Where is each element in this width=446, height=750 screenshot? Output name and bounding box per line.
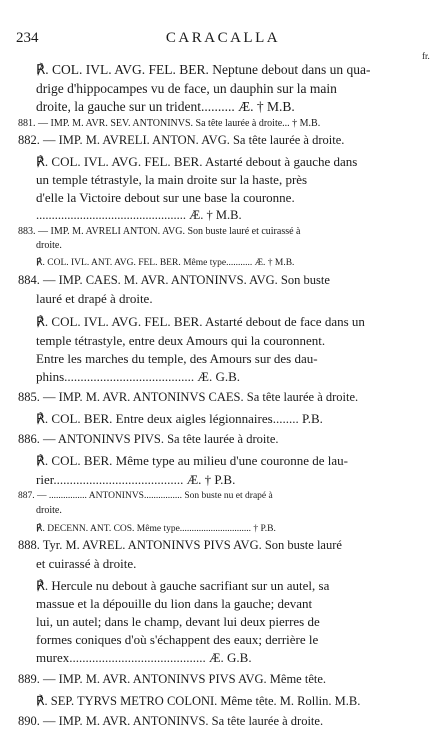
text-line: et cuirassé à droite. <box>36 556 137 571</box>
text-line: ℟. COL. BER. Même type au milieu d'une couronne de lau- <box>36 453 348 468</box>
text-line: d'elle la Victoire debout sur une base la couronne. <box>36 190 295 205</box>
margin-note: fr. <box>422 51 430 61</box>
text-line: Entre les marches du temple, des Amours sur des dau- <box>36 351 318 366</box>
text-line: 888. Tyr. M. AVREL. ANTONINVS PIVS AVG. Son buste lauré <box>18 538 342 552</box>
text-line: un temple tétrastyle, la main droite sur la haste, près <box>36 172 308 187</box>
text-line: 881. — IMP. M. AVR. SEV. ANTONINVS. Sa tête laurée à droite... † M.B. <box>18 118 321 129</box>
text-line: ℟. DECENN. ANT. COS. Même type.............................. † P.B. <box>36 524 276 534</box>
text-line: ℟. Hercule nu debout à gauche sacrifiant sur un autel, sa <box>36 578 330 593</box>
text-line: 887. — ................ ANTONINVS................ Son buste nu et drapé à <box>18 491 273 501</box>
text-line: ℟. COL. IVL. AVG. FEL. BER. Neptune debout dans un qua- <box>36 62 371 77</box>
text-line: droite. <box>36 240 62 251</box>
page-number: 234 <box>16 30 39 46</box>
text-line: ℟. SEP. TYRVS METRO COLONI. Même tête. M. Rollin. M.B. <box>36 694 361 708</box>
text-line: rier........................................ Æ. † P.B. <box>36 472 236 487</box>
running-title: CARACALLA <box>165 30 281 46</box>
text-line: 885. — IMP. M. AVR. ANTONINVS CAES. Sa tête laurée à droite. <box>18 390 359 404</box>
text-line: massue et la dépouille du lion dans la gauche; devant <box>36 596 313 611</box>
text-line: 882. — IMP. M. AVRELI. ANTON. AVG. Sa tête laurée à droite. <box>18 133 345 147</box>
text-line: 886. — ANTONINVS PIVS. Sa tête laurée à droite. <box>18 432 279 446</box>
text-line: ℟. COL. BER. Entre deux aigles légionnaires........ P.B. <box>36 411 323 426</box>
text-line: lui, un autel; dans le champ, devant lui deux pierres de <box>36 614 320 629</box>
text-line: ℟. COL. IVL. ANT. AVG. FEL. BER. Même type........... Æ. † M.B. <box>36 258 295 268</box>
text-line: phins........................................ Æ. G.B. <box>36 369 241 384</box>
text-line: 889. — IMP. M. AVR. ANTONINVS PIVS AVG. Même tête. <box>18 672 327 686</box>
text-line: 884. — IMP. CAES. M. AVR. ANTONINVS. AVG. Son buste <box>18 273 330 287</box>
text-line: murex.......................................... Æ. G.B. <box>36 650 252 665</box>
text-line: 890. — IMP. M. AVR. ANTONINVS. Sa tête laurée à droite. <box>18 714 324 728</box>
text-line: droite, la gauche sur un trident.......... Æ. † M.B. <box>36 99 295 114</box>
text-line: temple tétrastyle, entre deux Amours qui la couronnent. <box>36 333 326 348</box>
text-line: formes coniques d'où s'échappent des eaux; derrière le <box>36 632 319 647</box>
text-line: lauré et drapé à droite. <box>36 291 153 306</box>
text-line: drige d'hippocampes vu de face, un dauphin sur la main <box>36 81 337 96</box>
text-line: droite. <box>36 505 62 516</box>
text-line: ℟. COL. IVL. AVG. FEL. BER. Astarté debout à gauche dans <box>36 154 358 169</box>
text-line: ................................................ Æ. † M.B. <box>36 208 242 222</box>
text-line: 883. — IMP. M. AVRELI ANTON. AVG. Son buste lauré et cuirassé à <box>18 226 301 237</box>
text-line: ℟. COL. IVL. AVG. FEL. BER. Astarté debout de face dans un <box>36 314 365 329</box>
